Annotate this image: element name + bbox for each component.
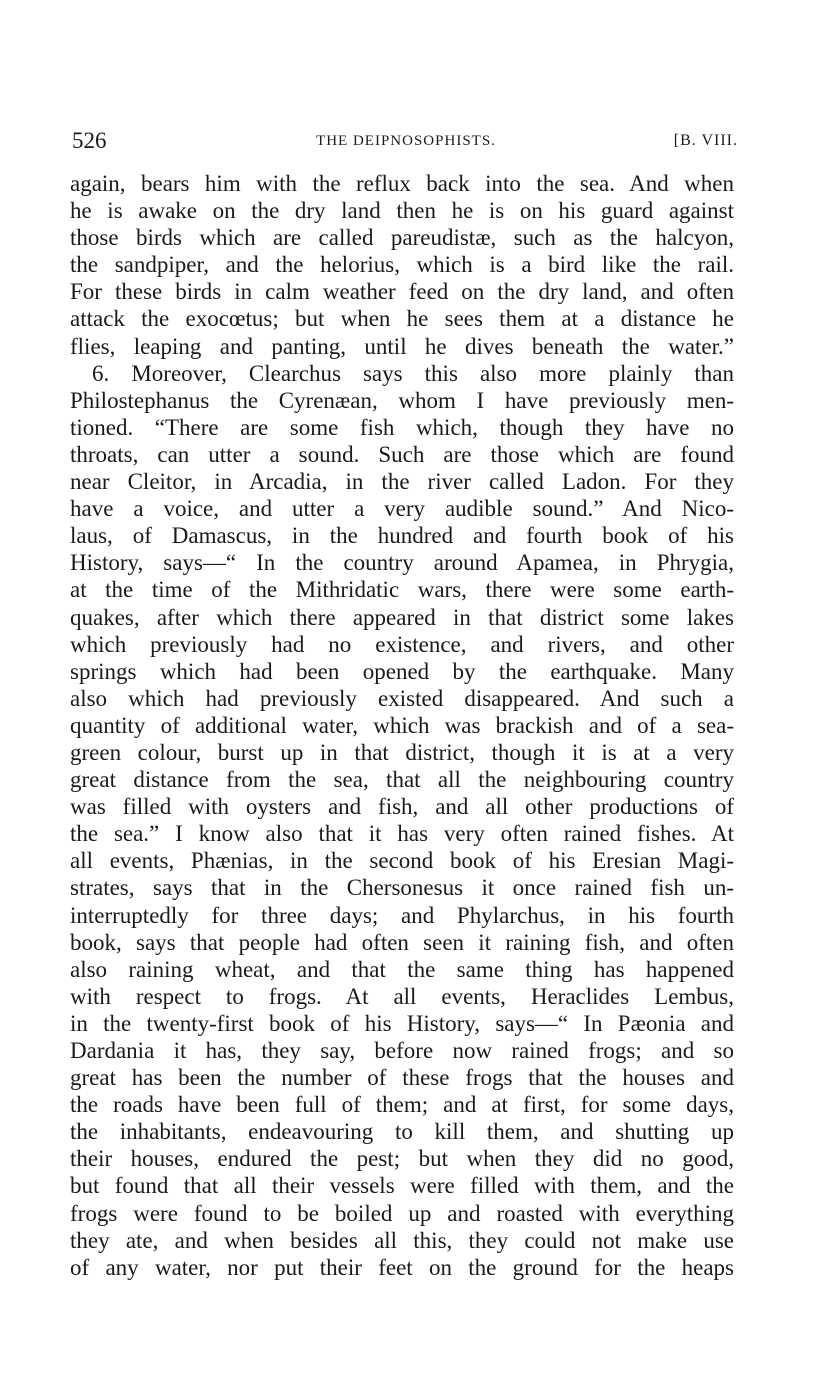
text-line: again, bears him with the reflux back into the sea. And when [70,171,734,196]
text-line: quantity of additional water, which was brackish and of a sea- [70,712,734,738]
text-line: he is awake on the dry land then he is on his guard against [70,198,734,224]
text-line: great distance from the sea, that all the neighbouring country [70,767,734,793]
text-line: strates, says that in the Chersonesus it once rained fish un- [70,875,734,901]
text-line: Philostephanus the Cyrenæan, whom I have previously men- [70,387,734,413]
text-line: tioned. “There are some fish which, though they have no [70,414,734,440]
text-line: For these birds in calm weather feed on the dry land, and often [70,279,734,305]
page-header [72,124,740,158]
text-line: great has been the number of these frogs that the houses and [70,1065,734,1091]
text-line: in the twenty-first book of his History, says—“ In Pæonia and [70,1010,734,1036]
page-number: 526 [72,128,107,153]
text-line: attack the exocœtus; but when he sees them at a distance he [70,306,734,332]
text-line: throats, can utter a sound. Such are those which are found [70,441,734,467]
text-line: History, says—“ In the country around Apamea, in Phrygia, [70,550,734,576]
text-line: have a voice, and utter a very audible sound.” And Nico- [70,496,734,522]
text-line: green colour, burst up in that district, though it is at a very [70,739,734,765]
text-line: interruptedly for three days; and Phylarchus, in his fourth [70,902,734,928]
text-line: the roads have been full of them; and at first, for some days, [70,1092,734,1118]
text-line: was filled with oysters and fish, and all other productions of [70,794,734,820]
text-line: 6. Moreover, Clearchus says this also more plainly than [92,360,734,386]
text-line: flies, leaping and panting, until he dives beneath the water.” [70,333,734,359]
text-line: Dardania it has, they say, before now rained frogs; and so [70,1038,734,1063]
running-title: THE DEIPNOSOPHISTS. [316,133,496,149]
text-line: they ate, and when besides all this, they could not make use [70,1227,734,1253]
text-line: near Cleitor, in Arcadia, in the river called Ladon. For they [70,469,734,495]
text-line: their houses, endured the pest; but when they did no good, [70,1146,734,1172]
text-line: the sea.” I know also that it has very often rained fishes. At [70,821,734,847]
text-line: the sandpiper, and the helorius, which is a bird like the rail. [70,252,734,278]
text-line: quakes, after which there appeared in that district some lakes [70,604,734,630]
text-line: of any water, nor put their feet on the ground for the heaps [70,1254,734,1280]
text-line: laus, of Damascus, in the hundred and fourth book of his [70,523,734,549]
text-line: also which had previously existed disappeared. And such a [70,685,734,711]
text-line: also raining wheat, and that the same thing has happened [70,956,734,982]
text-line: those birds which are called pareudistæ, such as the halcyon, [70,225,734,251]
text-line: but found that all their vessels were filled with them, and the [70,1173,734,1199]
text-line: springs which had been opened by the earthquake. Many [70,658,734,684]
text-line: frogs were found to be boiled up and roasted with everything [70,1200,734,1226]
book-reference: [B. VIII. [673,132,738,149]
text-line: all events, Phænias, in the second book of his Eresian Magi- [70,848,734,874]
text-line: with respect to frogs. At all events, Heraclides Lembus, [70,983,734,1009]
body-text [70,170,734,1281]
text-line: book, says that people had often seen it raining fish, and often [70,929,734,955]
text-line: at the time of the Mithridatic wars, there were some earth- [70,577,734,603]
text-line: which previously had no existence, and rivers, and other [70,631,734,657]
text-line: the inhabitants, endeavouring to kill them, and shutting up [70,1119,734,1145]
